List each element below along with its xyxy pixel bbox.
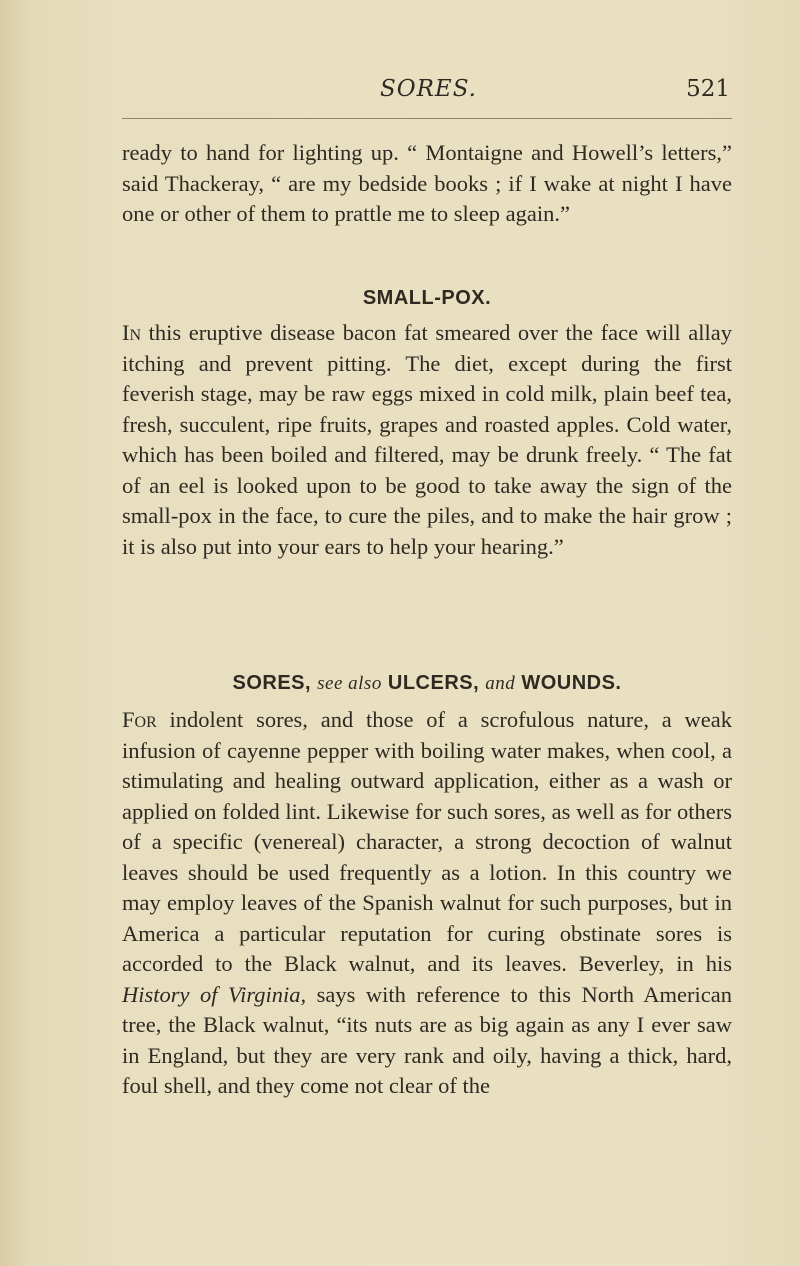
heading-and: and <box>485 673 516 694</box>
sores-paragraph <box>122 705 732 1102</box>
running-head-title: SORES. <box>380 76 477 102</box>
sores-body-part-1: indolent sores, and those of a scrofulous nature, a weak infusion of cayenne pepper with boiling water makes, when cool, a stimulating and healing outward application, either as a wash or applied on folded lint. Likewise for such sores, as well as for others of a specific (venereal) character, a strong decoction of walnut leaves should be used frequently as a lotion. In this country we may employ leaves of the Spanish walnut for such purposes, but in America a particular reputation for curing obstinate sores is accorded to the Black walnut, and its leaves. Beverley, in his <box>122 707 732 976</box>
header-rule <box>122 118 732 119</box>
page-number: 521 <box>686 76 730 102</box>
book-title: History of Virginia, <box>122 981 307 1007</box>
sores-initial: For <box>122 707 157 732</box>
heading-sores: SORES, <box>232 672 312 694</box>
section-heading-smallpox: SMALL-POX. <box>362 287 492 309</box>
heading-see-also: see also <box>317 673 382 694</box>
smallpox-initial: In <box>122 320 142 345</box>
sores-body-part-2: says with reference to this North American tree, the Black walnut, “its nuts are as big again as any I ever saw in England, but they are very rank and oily, having a thick, hard, foul shell, and they come not clear of the <box>122 981 732 1098</box>
smallpox-body: this eruptive disease bacon fat smeared over the face will allay itching and prevent pitting. The diet, except during the first feverish stage, may be raw eggs mixed in cold milk, plain beef tea, fresh, succulent, ripe fruits, grapes and roasted apples. Cold water, which has been boiled and filtered, may be drunk freely. “ The fat of an eel is looked upon to be good to take away the sign of the small-pox in the face, to cure the piles, and to make the hair grow ; it is also put into your ears to help your hearing.” <box>122 320 732 559</box>
running-head <box>120 76 730 106</box>
smallpox-paragraph <box>122 318 732 562</box>
section-heading-sores <box>122 672 732 695</box>
heading-wounds: WOUNDS. <box>521 672 622 694</box>
continuation-paragraph: ready to hand for lighting up. “ Montaigne and Howell’s letters,” said Thackeray, “ are my bedside books ; if I wake at night I have one or other of them to prattle me to sleep again.” <box>122 140 732 226</box>
heading-ulcers: ULCERS, <box>387 672 480 694</box>
